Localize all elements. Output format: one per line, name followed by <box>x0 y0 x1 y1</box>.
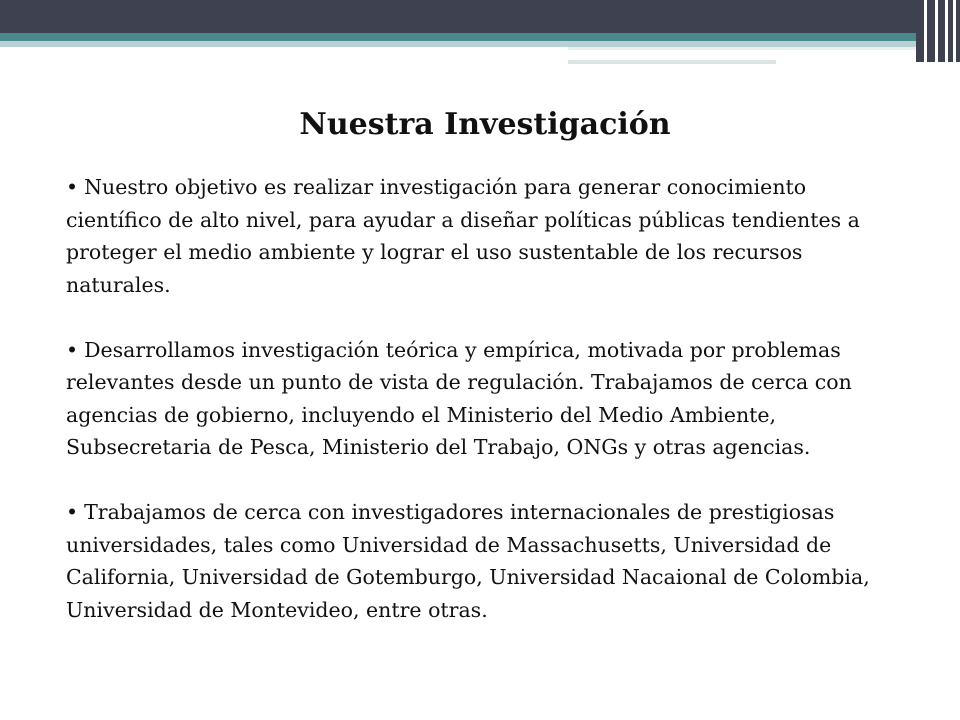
bullet-paragraph <box>66 334 906 464</box>
slide-title: Nuestra Investigación <box>299 107 671 142</box>
bullet-icon: • <box>66 175 79 199</box>
slide-body <box>66 171 906 659</box>
bullet-icon: • <box>66 337 79 362</box>
bullet-text: Desarrollamos investigación teórica y empírica, motivada por problemas relevantes desde un punto de vista de regulación. Trabajamos de cerca con agencias de gobierno, incluyendo el Ministerio del Medio Ambiente, Subsecretaria de Pesca, Ministerio del Trabajo, ONGs y otras agencias. <box>66 337 852 459</box>
bullet-text: Nuestro objetivo es realizar investigación para generar conocimiento científico de alto nivel, para ayudar a diseñar políticas públicas tendientes a proteger el medio ambiente y lograr el uso sustentable de los recursos naturales. <box>66 175 860 297</box>
corner-line <box>924 0 927 62</box>
decor-strip <box>568 50 886 52</box>
corner-line <box>945 0 948 62</box>
accent-stripe <box>0 33 960 41</box>
bullet-icon: • <box>66 500 79 524</box>
corner-line <box>953 0 956 62</box>
bullet-paragraph <box>66 496 906 626</box>
corner-line <box>935 0 938 62</box>
bullet-text: Trabajamos de cerca con investigadores internacionales de prestigiosas universidades, tales como Universidad de Massachusetts, Universidad de California, Universidad de Gotemburgo, Universidad Nacaional de Colombia, Universidad de Montevideo, entre otras. <box>66 500 870 622</box>
decor-strip <box>568 60 776 64</box>
header-band <box>0 0 960 33</box>
bullet-paragraph <box>66 171 906 301</box>
